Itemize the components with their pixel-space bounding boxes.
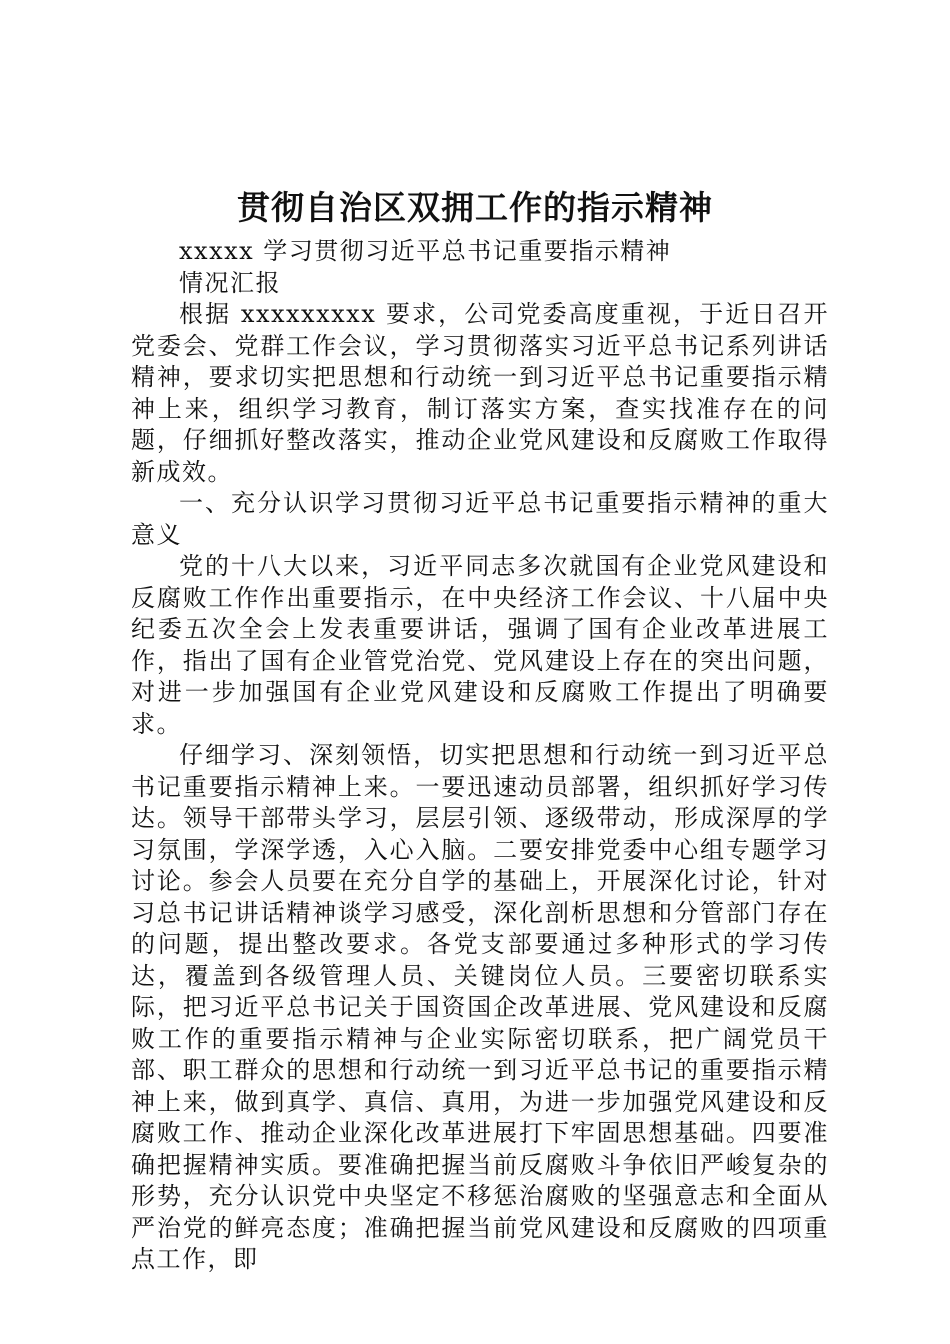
document-body bbox=[131, 236, 829, 1276]
paragraph: 党的十八大以来，习近平同志多次就国有企业党风建设和反腐败工作作出重要指示，在中央经济工作会议、十八届中央纪委五次全会上发表重要讲话，强调了国有企业改革进展工作，指出了国有企业管党治党、党风建设上存在的突出问题，对进一步加强国有企业党风建设和反腐败工作提出了明确要求。 bbox=[131, 552, 829, 738]
subtitle-line-2: 情况汇报 bbox=[179, 268, 281, 297]
subtitle-line-1: xxxxx 学习贯彻习近平总书记重要指示精神 bbox=[179, 237, 672, 265]
document-title: 贯彻自治区双拥工作的指示精神 bbox=[237, 188, 713, 227]
paragraph: 根据 xxxxxxxxx 要求，公司党委高度重视，于近日召开党委会、党群工作会议，学习贯彻落实习近平总书记系列讲话精神，要求切实把思想和行动统一到习近平总书记重要指示精神上来，组织学习教育，制订落实方案，查实找准存在的问题，仔细抓好整改落实，推动企业党风建设和反腐败工作取得新成效。 bbox=[131, 300, 829, 486]
paragraph: 仔细学习、深刻领悟，切实把思想和行动统一到习近平总书记重要指示精神上来。一要迅速动员部署，组织抓好学习传达。领导干部带头学习，层层引领、逐级带动，形成深厚的学习氛围，学深学透，入心入脑。二要安排党委中心组专题学习讨论。参会人员要在充分自学的基础上，开展深化讨论，针对习总书记讲话精神谈学习感受，深化剖析思想和分管部门存在的问题，提出整改要求。各党支部要通过多种形式的学习传达，覆盖到各级管理人员、关键岗位人员。三要密切联系实际，把习近平总书记关于国资国企改革进展、党风建设和反腐败工作的重要指示精神与企业实际密切联系，把广阔党员干部、职工群众的思想和行动统一到习近平总书记的重要指示精神上来，做到真学、真信、真用，为进一步加强党风建设和反腐败工作、推动企业深化改革进展打下牢固思想基础。四要准确把握精神实质。要准确把握当前反腐败斗争依旧严峻复杂的形势，充分认识党中央坚定不移惩治腐败的坚强意志和全面从严治党的鲜亮态度；准确把握当前党风建设和反腐败的四项重点工作，即 bbox=[131, 741, 829, 1273]
section-heading: 一、充分认识学习贯彻习近平总书记重要指示精神的重大意义 bbox=[131, 489, 829, 549]
